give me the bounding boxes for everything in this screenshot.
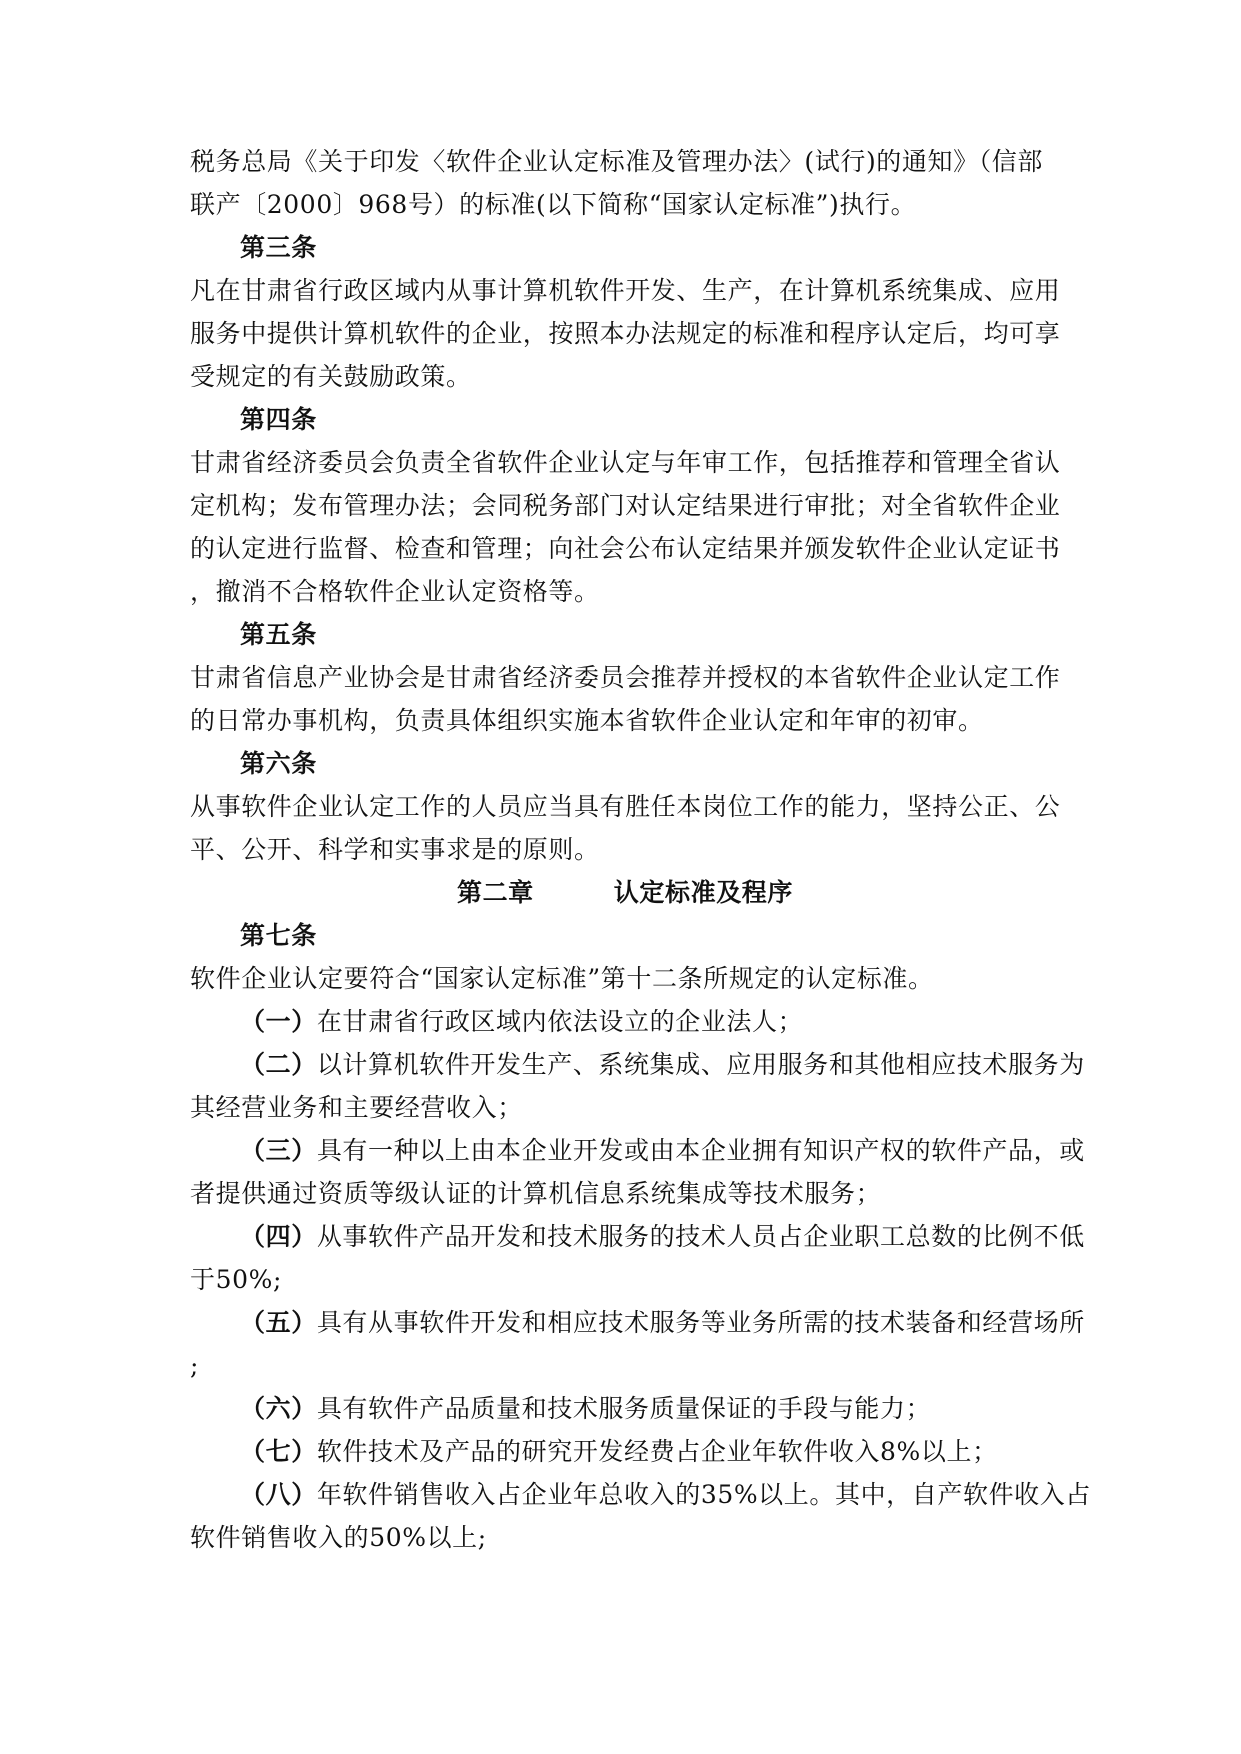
list-item <box>190 1387 1060 1430</box>
paragraph-line: 定机构；发布管理办法；会同税务部门对认定结果进行审批；对全省软件企业 <box>190 491 1061 520</box>
paragraph-line: 服务中提供计算机软件的企业，按照本办法规定的标准和程序认定后，均可享 <box>190 319 1061 348</box>
paragraph-line: 联产〔2000〕968号）的标准(以下简称“国家认定标准”)执行。 <box>190 190 917 219</box>
chapter-heading <box>190 871 1060 914</box>
item-marker: （四） <box>240 1222 317 1251</box>
item-marker: （七） <box>240 1437 317 1466</box>
item-text: 具有软件产品质量和技术服务质量保证的手段与能力； <box>316 1394 932 1423</box>
document-page <box>190 140 1091 1559</box>
paragraph-line: 的日常办事机构，负责具体组织实施本省软件企业认定和年审的初审。 <box>190 706 984 735</box>
paragraph-line: 平、公开、科学和实事求是的原则。 <box>190 835 600 864</box>
list-item <box>190 1215 1085 1258</box>
item-marker: （三） <box>240 1136 317 1165</box>
chapter-title: 认定标准及程序 <box>613 878 793 907</box>
paragraph-line: 税务总局《关于印发〈软件企业认定标准及管理办法〉(试行)的通知》（信部 <box>190 147 1044 176</box>
paragraph-line: 凡在甘肃省行政区域内从事计算机软件开发、生产，在计算机系统集成、应用 <box>190 276 1061 305</box>
paragraph-line: ，撤消不合格软件企业认定资格等。 <box>190 577 600 606</box>
item-marker: （八） <box>240 1480 317 1509</box>
paragraph-line: 甘肃省经济委员会负责全省软件企业认定与年审工作，包括推荐和管理全省认 <box>190 448 1061 477</box>
item-marker: （一） <box>240 1007 317 1036</box>
list-item <box>190 1473 1091 1516</box>
item-text: 年软件销售收入占企业年总收入的35%以上。其中，自产软件收入占 <box>316 1480 1091 1509</box>
list-item <box>190 1043 1085 1086</box>
article-heading: 第三条 <box>240 233 317 262</box>
article-heading: 第四条 <box>240 405 317 434</box>
paragraph-line: 的认定进行监督、检查和管理；向社会公布认定结果并颁发软件企业认定证书 <box>190 534 1061 563</box>
list-item-continuation: 软件销售收入的50%以上; <box>190 1523 487 1552</box>
list-item-continuation: 于50%; <box>190 1265 282 1294</box>
paragraph-line: 从事软件企业认定工作的人员应当具有胜任本岗位工作的能力，坚持公正、公 <box>190 792 1061 821</box>
paragraph-line: 软件企业认定要符合“国家认定标准”第十二条所规定的认定标准。 <box>190 964 934 993</box>
item-marker: （六） <box>240 1394 317 1423</box>
item-text: 以计算机软件开发生产、系统集成、应用服务和其他相应技术服务为 <box>316 1050 1085 1079</box>
list-item <box>190 1129 1085 1172</box>
article-heading: 第六条 <box>240 749 317 778</box>
list-item-continuation: ; <box>190 1351 200 1380</box>
item-text: 具有从事软件开发和相应技术服务等业务所需的技术装备和经营场所 <box>316 1308 1085 1337</box>
list-item <box>190 1301 1085 1344</box>
list-item <box>190 1430 1060 1473</box>
paragraph-line: 受规定的有关鼓励政策。 <box>190 362 472 391</box>
item-text: 具有一种以上由本企业开发或由本企业拥有知识产权的软件产品，或 <box>316 1136 1085 1165</box>
article-heading: 第七条 <box>240 921 317 950</box>
list-item <box>190 1000 1060 1043</box>
chapter-number: 第二章 <box>456 878 534 907</box>
article-heading: 第五条 <box>240 620 317 649</box>
item-text: 软件技术及产品的研究开发经费占企业年软件收入8%以上； <box>316 1437 998 1466</box>
paragraph-line: 甘肃省信息产业协会是甘肃省经济委员会推荐并授权的本省软件企业认定工作 <box>190 663 1061 692</box>
item-text: 从事软件产品开发和技术服务的技术人员占企业职工总数的比例不低 <box>316 1222 1085 1251</box>
item-text: 在甘肃省行政区域内依法设立的企业法人； <box>316 1007 804 1036</box>
item-marker: （二） <box>240 1050 317 1079</box>
item-marker: （五） <box>240 1308 317 1337</box>
list-item-continuation: 者提供通过资质等级认证的计算机信息系统集成等技术服务； <box>190 1179 882 1208</box>
list-item-continuation: 其经营业务和主要经营收入； <box>190 1093 523 1122</box>
